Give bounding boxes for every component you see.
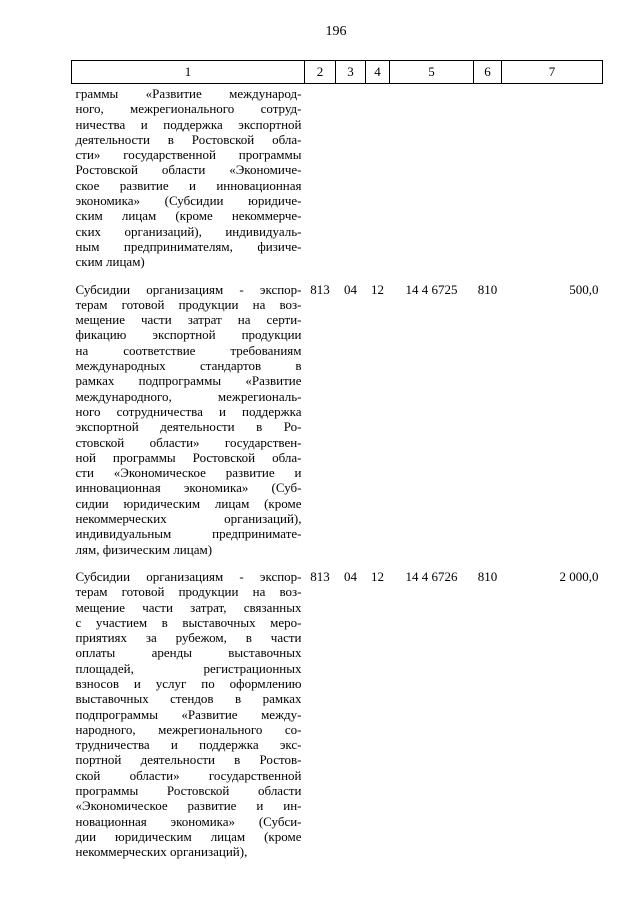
description-line: выставочных стендов в рамках [75,691,302,707]
description-line: ское развитие и инновационная [75,177,302,193]
description-line: некоммерческих организаций), [75,844,248,860]
col-header-5: 5 [390,61,474,84]
cell-c5 [390,84,474,270]
description-line: экономика» (Субсидии юридиче- [75,193,302,209]
cell-c3: 04 [344,568,357,584]
description-line: сти» государственной программы [75,147,302,163]
description-line: Ростовской области «Экономиче- [75,162,302,178]
cell-c3 [336,84,366,270]
cell-c2: 813 [310,568,330,584]
description-line: ских организаций), индивидуаль- [75,223,302,239]
cell-c5: 14 4 6725 [405,281,458,297]
table-header-row [72,61,603,84]
cell-c6: 810 [477,568,498,584]
col-header-2: 2 [305,61,336,84]
cell-c4: 12 [371,281,384,297]
cell-c7: 500,0 [569,281,599,297]
description-line: подпрограммы «Развитие между- [75,706,302,722]
description-line: индивидуальным предпринимате- [75,526,302,542]
budget-table [71,60,603,860]
description-line: Субсидии организациям - экспор- [75,568,302,584]
description-line: программы Ростовской области [75,783,302,799]
description-line: взносов и услуг по оформлению [75,675,302,691]
table-row [72,557,603,860]
cell-c4 [366,84,390,270]
description-line: экспортной деятельности в Ро- [75,419,302,435]
description-line: оплаты аренды выставочных [75,645,302,661]
description-line: на соответствие требованиям [75,342,302,358]
table-row [72,84,603,270]
page-number: 196 [325,24,347,39]
description-line: мещение части затрат на серти- [75,312,302,328]
description-line: ской области» государственной [75,767,302,783]
cell-c6: 810 [477,281,498,297]
description-line: трудничества и поддержка экс- [75,737,302,753]
row-description [72,557,305,860]
cell-c2: 813 [310,281,330,297]
description-line: мещение части затрат, связанных [75,599,302,615]
description-line: лям, физическим лицам) [75,541,213,557]
cell-c4: 12 [371,568,384,584]
row-description [72,270,305,557]
description-line: площадей, регистрационных [75,660,302,676]
cell-c6 [474,84,502,270]
description-line: граммы «Развитие международ- [75,86,302,101]
table-row [72,270,603,557]
col-header-6: 6 [474,61,502,84]
col-header-3: 3 [336,61,366,84]
col-header-4: 4 [366,61,390,84]
description-line: ным предпринимателям, физиче- [75,238,302,254]
cell-c2 [305,84,336,270]
description-line: Субсидии организациям - экспор- [75,281,302,297]
description-line: новационная экономика» (Субси- [75,813,302,829]
description-line: инновационная экономика» (Суб- [75,480,302,496]
description-line: некоммерческих организаций), [75,511,302,527]
description-line: рамках подпрограммы «Развитие [75,373,302,389]
description-line: ничества и поддержка экспортной [75,116,302,132]
cell-c5: 14 4 6726 [405,568,458,584]
description-line: стовской области» государствен- [75,434,302,450]
description-line: международного, межрегиональ- [75,388,302,404]
description-line: ной программы Ростовской обла- [75,449,302,465]
description-line: портной деятельности в Ростов- [75,752,302,768]
cell-c7: 2 000,0 [559,568,599,584]
description-line: фикацию экспортной продукции [75,327,302,343]
description-line: ским лицам) [75,254,145,270]
description-line: дии юридическим лицам (кроме [75,828,302,844]
description-line: международных стандартов в [75,358,302,374]
description-line: сидии юридическим лицам (кроме [75,495,302,511]
description-line: сти «Экономическое развитие и [75,465,302,481]
description-line: приятиях за рубежом, в части [75,630,302,646]
description-line: деятельности в Ростовской обла- [75,131,302,147]
description-line: ного, межрегионального сотруд- [75,101,302,117]
description-line: с участием в выставочных меро- [75,614,302,630]
description-line: терам готовой продукции на воз- [75,296,302,312]
col-header-1: 1 [72,61,305,84]
description-line: ного сотрудничества и поддержка [75,403,302,419]
description-line: «Экономическое развитие и ин- [75,798,302,814]
table-body [72,84,603,860]
row-description [72,84,305,270]
cell-c3: 04 [344,281,357,297]
col-header-7: 7 [502,61,603,84]
description-line: народного, межрегионального со- [75,721,302,737]
description-line: ским лицам (кроме некоммерче- [75,208,302,224]
description-line: терам готовой продукции на воз- [75,584,302,600]
cell-c7 [502,84,603,270]
